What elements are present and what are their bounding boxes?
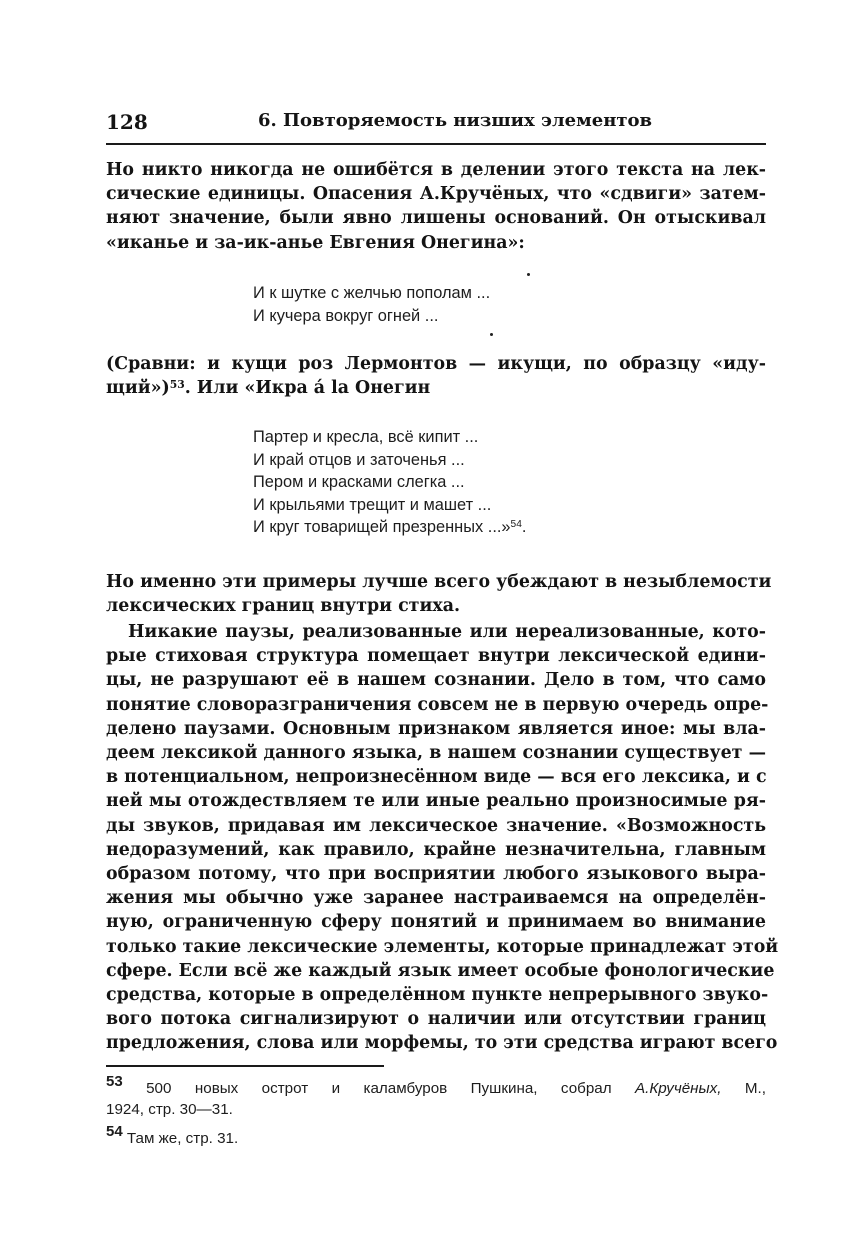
text-fragment: Там же, стр. 31.	[126, 1130, 239, 1147]
compare-paragraph	[106, 352, 766, 400]
footnote-line	[106, 1122, 766, 1149]
footnote-54	[106, 1122, 766, 1149]
verse-line: И край отцов и заточенья ...	[253, 450, 465, 469]
header-rule	[106, 143, 766, 145]
verse-quote-1	[253, 282, 673, 327]
text-line: сфере. Если всё же каждый язык имеет особые фонологические	[106, 960, 775, 981]
text-line: образом потому, что при восприятии любого языкового выра-	[106, 864, 766, 885]
footnote-number: 53	[106, 1072, 123, 1090]
text-line: ную, ограниченную сферу понятий и принимаем во внимание	[106, 912, 766, 933]
text-line: ней мы отождествляем те или иные реально произносимые ря-	[106, 791, 766, 812]
text-line: (Сравни: и кущи роз Лермонтов — икущи, по образцу «иду-	[106, 354, 766, 374]
verse-line: И к шутке с желчью пополам ...	[253, 284, 491, 302]
verse-line: И кучера вокруг огней ...	[253, 306, 439, 325]
verse-dot-marker	[527, 273, 530, 276]
text-line: цы, не разрушают её в нашем сознании. Дело в том, что само	[106, 670, 766, 691]
text-line: в потенциальном, непроизнесённом виде — вся его лексика, и с	[106, 767, 767, 788]
text-line: вого потока сигнализируют о наличии или отсутствии границ	[106, 1009, 766, 1030]
text-line: делено паузами. Основным признаком является иное: мы вла-	[106, 718, 766, 739]
text-line: рые стиховая структура помещает внутри лексической едини-	[106, 646, 766, 667]
running-header	[106, 106, 766, 140]
footnote-line	[106, 1072, 766, 1099]
text-fragment: .	[521, 518, 527, 537]
text-line: Но никто никогда не ошибётся в делении этого текста на лек-	[106, 160, 766, 180]
text-fragment: М.,	[721, 1080, 766, 1097]
footnote-line: 1924, стр. 30—31.	[106, 1101, 233, 1118]
footnote-53	[106, 1072, 766, 1120]
text-line: понятие словоразграничения совсем не в первую очередь опре-	[106, 694, 769, 715]
text-line: жения мы обычно уже заранее настраиваемся на определён-	[106, 888, 766, 909]
paragraph-1	[106, 570, 772, 618]
footnote-separator	[106, 1065, 384, 1067]
text-line: Но именно эти примеры лучше всего убеждают в незыблемости	[106, 572, 772, 592]
text-fragment: 500 новых острот и каламбуров Пушкина, собрал	[146, 1080, 635, 1097]
chapter-title: 6. Повторяемость низших элементов	[258, 110, 653, 131]
verse-quote-2	[253, 426, 673, 539]
text-line	[106, 376, 766, 400]
text-line: Никакие паузы, реализованные или нереализованные, кото-	[128, 622, 766, 642]
verse-line: И крыльями трещит и машет ...	[253, 495, 492, 514]
text-line: недоразумений, как правило, крайне незначительна, главным	[106, 839, 766, 860]
intro-paragraph	[106, 158, 766, 255]
text-line: деем лексикой данного языка, в нашем сознании существует —	[106, 743, 766, 764]
footnote-ref-53[interactable]: 53	[169, 377, 185, 391]
text-line: няют значение, были явно лишены оснований. Он отыскивал	[106, 208, 766, 229]
footnotes	[106, 1072, 766, 1149]
page-number: 128	[106, 110, 148, 134]
text-line: «иканье и за-ик-анье Евгения Онегина»:	[106, 232, 525, 253]
verse-dot-marker	[490, 333, 493, 336]
text-fragment: щий»)	[106, 378, 170, 399]
verse-line: Партер и кресла, всё кипит ...	[253, 428, 479, 446]
text-line: ды звуков, придавая им лексическое значение. «Возможность	[106, 815, 766, 836]
text-fragment: И круг товарищей презренных ...»	[253, 518, 511, 537]
verse-line: Пером и красками слегка ...	[253, 473, 465, 492]
text-line: средства, которые в определённом пункте непрерывного звуко-	[106, 985, 769, 1006]
paragraph-2	[106, 620, 779, 1056]
footnote-ref-54[interactable]: 54	[510, 519, 522, 531]
footnote-number: 54	[106, 1122, 123, 1140]
text-line: только такие лексические элементы, которые принадлежат этой	[106, 936, 779, 957]
verse-line	[253, 516, 673, 539]
text-fragment: . Или «Икра á la Онегин	[184, 378, 431, 399]
text-line: лексических границ внутри стиха.	[106, 596, 461, 617]
text-line: предложения, слова или морфемы, то эти средства играют всего	[106, 1033, 778, 1054]
footnote-author: А.Кручёных,	[635, 1080, 722, 1097]
text-line: сические единицы. Опасения А.Кручёных, что «сдвиги» затем-	[106, 184, 766, 205]
